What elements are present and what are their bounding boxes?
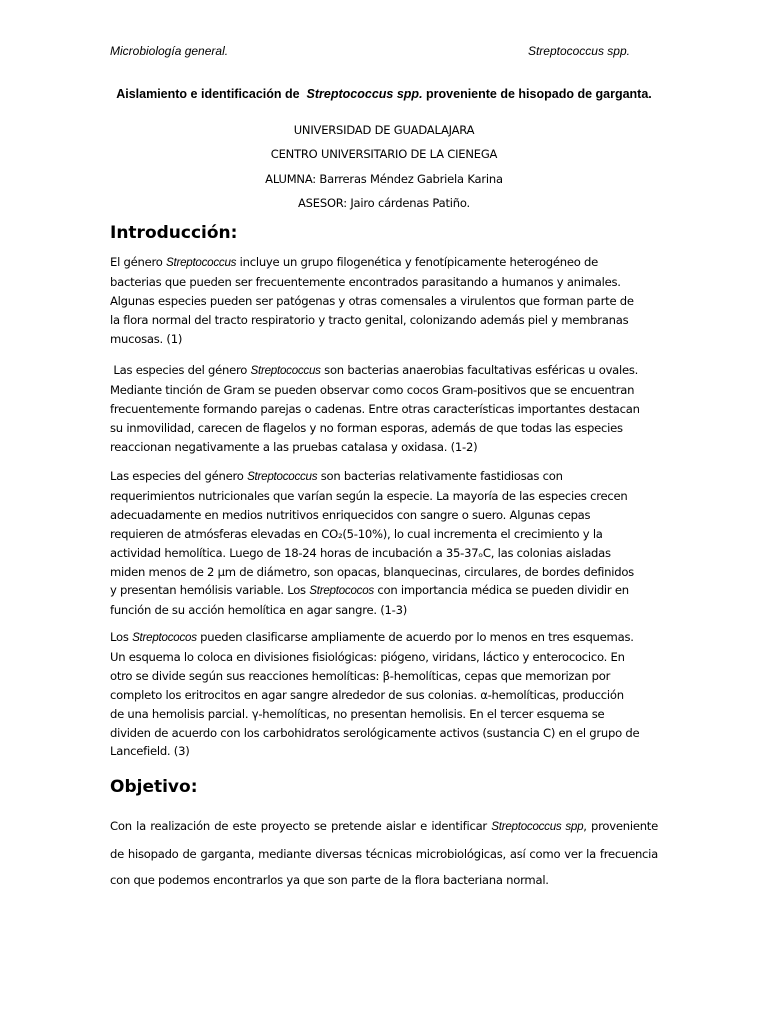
objective-paragraph: Con la realización de este proyecto se pretende aislar e identificar Streptococcus spp, proveniente de hisopado de garganta, mediante diversas técnicas microbiológicas, así como ver la frecuencia con que podemos encontrarlos ya que son parte de la flora bacteriana normal.	[110, 819, 658, 887]
university-name: UNIVERSIDAD DE GUADALAJARA	[293, 123, 475, 137]
running-header	[110, 44, 630, 58]
student-name: ALUMNA: Barreras Méndez Gabriela Karina	[265, 172, 503, 186]
title-text-start: Aislamiento e identificación de	[116, 87, 300, 101]
header-course: Microbiología general.	[110, 44, 229, 58]
species-name: Streptococos	[309, 584, 374, 598]
species-name: Streptococcus	[250, 364, 321, 377]
intro-paragraph-2: Las especies del género Streptococcus son bacterias anaerobias facultativas esféricas u ovales. Mediante tinción de Gram se pueden observar como cocos Gram-positivos que se encuentran frecuentemente formando parejas o cadenas. Entre otras características importantes destacan su inmovilidad, carecen de flagelos y no forman esporas, además de que todas las especies reaccionan negativamente a las pruebas catalasa y oxidasa. (1-2)	[110, 363, 640, 454]
advisor-name: ASESOR: Jairo cárdenas Patiño.	[298, 196, 470, 210]
intro-paragraph-3: Las especies del género Streptococcus son bacterias relativamente fastidiosas con requerimientos nutricionales que varían según la especie. La mayoría de las especies crecen adecuadamente en medios nutritivos enriquecidos con sangre o suero. Algunas cepas requieren de atmósferas elevadas en CO₂(5-10%), lo cual incrementa el crecimiento y la actividad hemolítica. Luego de 18-24 horas de incubación a 35-37ₒC, las colonias aisladas miden menos de 2 μm de diámetro, son opacas, blanquecinas, circulares, de bordes definidos y presentan hemólisis variable. Los Streptococos con importancia médica se pueden dividir en función de su acción hemolítica en agar sangre. (1-3)	[110, 469, 634, 618]
center-name: CENTRO UNIVERSITARIO DE LA CIENEGA	[270, 147, 498, 161]
document-title	[110, 87, 658, 101]
species-name: Streptococcus spp	[491, 820, 584, 833]
species-name: Streptococcus	[166, 256, 237, 269]
objective-heading: Objetivo:	[110, 777, 198, 797]
intro-paragraph-4: Los Streptococos pueden clasificarse ampliamente de acuerdo por lo menos en tres esquemas. Un esquema lo coloca en divisiones fisiológicas: piógeno, viridans, láctico y enterococico. En otro se divide según sus reacciones hemolíticas: β-hemolíticas, cepas que memorizan por completo los eritrocitos en agar sangre alrededor de sus colonias. α-hemolíticas, producción de una hemolisis parcial. γ-hemolíticas, no presentan hemolisis. En el tercer esquema se dividen de acuerdo con los carbohidratos serológicamente activos (sustancia C) en el grupo de Lancefield. (3)	[110, 630, 640, 759]
title-species: Streptococcus spp.	[306, 87, 423, 101]
species-name: Streptococcus	[247, 470, 318, 483]
species-name: Streptococos	[132, 631, 197, 644]
header-topic: Streptococcus spp.	[527, 44, 630, 58]
title-text-end: proveniente de hisopado de garganta.	[426, 87, 652, 101]
introduction-heading: Introducción:	[110, 223, 238, 243]
intro-paragraph-1: El género Streptococcus incluye un grupo filogenética y fenotípicamente heterogéneo de bacterias que pueden ser frecuentemente encontrados parasitando a humanos y animales. Algunas especies pueden ser patógenas y otras comensales a virulentos que forman parte de la flora normal del tracto respiratorio y tracto genital, colonizando además piel y membranas mucosas. (1)	[110, 255, 634, 346]
